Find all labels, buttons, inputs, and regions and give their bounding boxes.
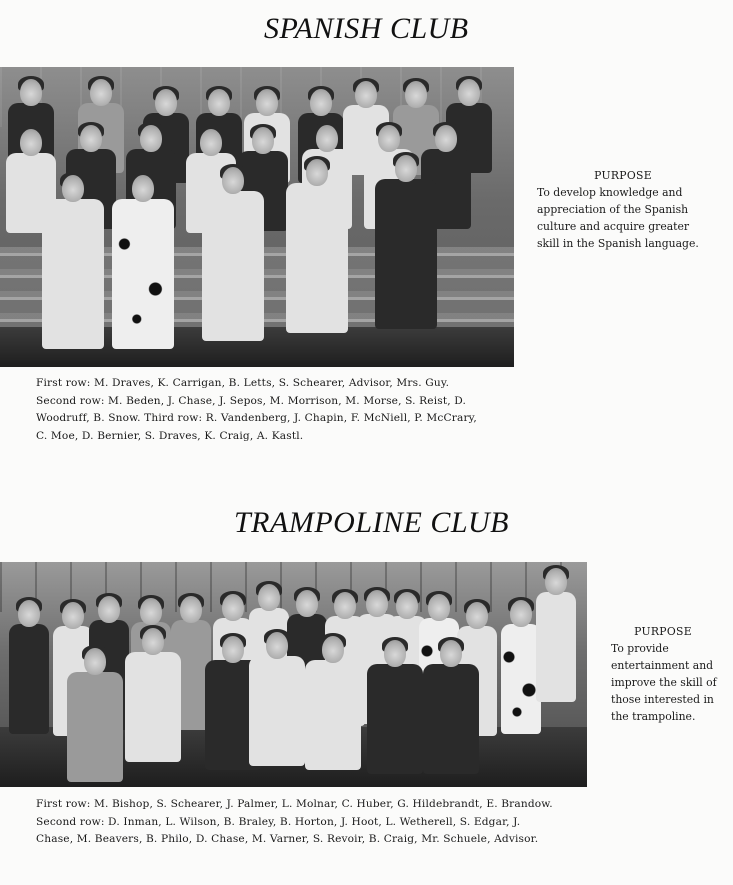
- trampoline-club-title: TRAMPOLINE CLUB: [234, 506, 510, 539]
- trampoline-club-caption: First row: M. Bishop, S. Schearer, J. Palmer, L. Molnar, C. Huber, G. Hildebrandt, E. Brandow. Second row: D. Inman, L. Wilson, B. Braley, B. Horton, J. Hoot, L. Wetherell, S. Edgar, J. Chase, M. Beavers, B. Philo, D. Chase, M. Varner, S. Revoir, B. Craig, Mr. Schuele, Advisor.: [36, 798, 553, 845]
- spanish-club-caption: First row: M. Draves, K. Carrigan, B. Letts, S. Schearer, Advisor, Mrs. Guy. Second row: M. Beden, J. Chase, J. Sepos, M. Morrison, M. Morse, S. Reist, D. Woodruff, B. Snow. Third row: R. Vandenberg, J. Chapin, F. McNiell, P. McCrary, C. Moe, D. Bernier, S. Draves, K. Craig, A. Kastl.: [36, 377, 477, 442]
- spanish-club-group-photo: [0, 67, 514, 367]
- purpose-heading: PURPOSE: [594, 169, 652, 182]
- trampoline-club-group-photo: [0, 562, 587, 787]
- spanish-club-purpose: [537, 167, 709, 252]
- spanish-club-title: SPANISH CLUB: [264, 12, 469, 45]
- purpose-text: To provide entertainment and improve the skill of those interested in the trampoline.: [611, 642, 717, 723]
- trampoline-club-purpose: [611, 623, 723, 725]
- photo-wall-texture: [0, 562, 587, 612]
- purpose-heading: PURPOSE: [634, 625, 692, 638]
- purpose-text: To develop knowledge and appreciation of the Spanish culture and acquire greater skill in the Spanish language.: [537, 186, 699, 250]
